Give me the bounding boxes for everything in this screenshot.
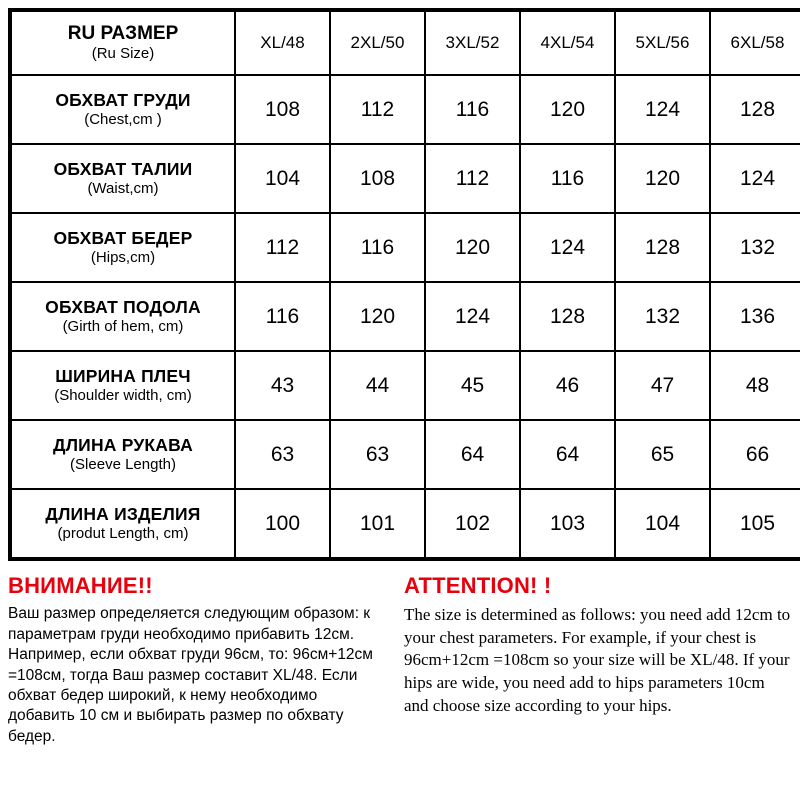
cell-value: 46 <box>520 351 615 420</box>
row-label-cell <box>10 351 235 420</box>
cell-value: 120 <box>520 75 615 144</box>
size-header-2: 2XL/50 <box>330 10 425 75</box>
table-header-row <box>10 10 800 75</box>
cell-value: 63 <box>330 420 425 489</box>
row-label-ru: ДЛИНА ИЗДЕЛИЯ <box>45 503 201 524</box>
row-label-cell <box>10 282 235 351</box>
size-header-5: 5XL/56 <box>615 10 710 75</box>
cell-value: 124 <box>520 213 615 282</box>
cell-value: 132 <box>710 213 800 282</box>
cell-value: 124 <box>425 282 520 351</box>
cell-value: 63 <box>235 420 330 489</box>
cell-value: 128 <box>615 213 710 282</box>
cell-value: 116 <box>235 282 330 351</box>
attention-body-en: The size is determined as follows: you need add 12cm to your chest parameters. For example, if your chest is 96cm+12cm =108cm so your size will be XL/48. If your hips are wide, you need add to hips parameters 10cm and choose size according to your hips. <box>404 605 791 715</box>
cell-value: 66 <box>710 420 800 489</box>
row-label-en: (Waist,cm) <box>87 180 159 198</box>
cell-value: 112 <box>235 213 330 282</box>
row-label-ru: ОБХВАТ ТАЛИИ <box>53 158 193 179</box>
cell-value: 112 <box>330 75 425 144</box>
size-header-3: 3XL/52 <box>425 10 520 75</box>
header-label-ru: RU РАЗМЕР <box>67 22 179 44</box>
size-header-4: 4XL/54 <box>520 10 615 75</box>
cell-value: 43 <box>235 351 330 420</box>
cell-value: 124 <box>710 144 800 213</box>
row-label-en: (Sleeve Length) <box>70 456 176 474</box>
row-label-ru: ШИРИНА ПЛЕЧ <box>55 365 191 386</box>
cell-value: 128 <box>520 282 615 351</box>
cell-value: 128 <box>710 75 800 144</box>
cell-value: 116 <box>425 75 520 144</box>
cell-value: 120 <box>330 282 425 351</box>
table-row <box>10 282 800 351</box>
attention-body-ru: Ваш размер определяется следующим образом: к параметрам груди необходимо прибавить 12см. Например, если обхват груди 96см, то: 96см+12см =108см, тогда Ваш размер составит XL/48. Если обхват бедер широкий, к нему необходимо добавить 10 см и выбирать размер по обхвату бедер. <box>8 605 373 745</box>
table-row <box>10 489 800 559</box>
cell-value: 116 <box>330 213 425 282</box>
cell-value: 45 <box>425 351 520 420</box>
size-header-1: XL/48 <box>235 10 330 75</box>
cell-value: 116 <box>520 144 615 213</box>
cell-value: 48 <box>710 351 800 420</box>
cell-value: 64 <box>425 420 520 489</box>
row-label-en: (produt Length, cm) <box>57 525 189 543</box>
cell-value: 100 <box>235 489 330 559</box>
cell-value: 132 <box>615 282 710 351</box>
row-label-cell <box>10 420 235 489</box>
cell-value: 112 <box>425 144 520 213</box>
cell-value: 104 <box>615 489 710 559</box>
cell-value: 103 <box>520 489 615 559</box>
row-label-ru: ОБХВАТ БЕДЕР <box>53 227 193 248</box>
cell-value: 64 <box>520 420 615 489</box>
table-row <box>10 351 800 420</box>
attention-title-en: ATTENTION! ! <box>404 573 552 598</box>
attention-section <box>8 574 792 747</box>
cell-value: 105 <box>710 489 800 559</box>
row-label-cell <box>10 75 235 144</box>
size-chart-body <box>10 10 800 559</box>
row-label-cell <box>10 144 235 213</box>
row-label-cell <box>10 489 235 559</box>
row-label-ru: ОБХВАТ ГРУДИ <box>55 89 191 110</box>
cell-value: 120 <box>615 144 710 213</box>
table-row <box>10 75 800 144</box>
attention-english <box>400 574 792 747</box>
cell-value: 108 <box>330 144 425 213</box>
row-label-en: (Chest,cm ) <box>84 111 162 129</box>
attention-title-ru: ВНИМАНИЕ!! <box>8 573 153 598</box>
table-row <box>10 213 800 282</box>
cell-value: 124 <box>615 75 710 144</box>
size-chart-table <box>8 8 800 561</box>
cell-value: 108 <box>235 75 330 144</box>
row-label-ru: ОБХВАТ ПОДОЛА <box>45 296 201 317</box>
cell-value: 44 <box>330 351 425 420</box>
header-label-cell <box>10 10 235 75</box>
row-label-ru: ДЛИНА РУКАВА <box>53 434 193 455</box>
cell-value: 104 <box>235 144 330 213</box>
size-header-6: 6XL/58 <box>710 10 800 75</box>
cell-value: 47 <box>615 351 710 420</box>
cell-value: 65 <box>615 420 710 489</box>
row-label-en: (Shoulder width, cm) <box>54 387 192 405</box>
attention-russian <box>8 574 400 747</box>
cell-value: 101 <box>330 489 425 559</box>
table-row <box>10 144 800 213</box>
cell-value: 120 <box>425 213 520 282</box>
header-label-en: (Ru Size) <box>91 45 155 63</box>
row-label-cell <box>10 213 235 282</box>
cell-value: 136 <box>710 282 800 351</box>
cell-value: 102 <box>425 489 520 559</box>
row-label-en: (Girth of hem, cm) <box>62 318 184 336</box>
table-row <box>10 420 800 489</box>
row-label-en: (Hips,cm) <box>90 249 156 267</box>
